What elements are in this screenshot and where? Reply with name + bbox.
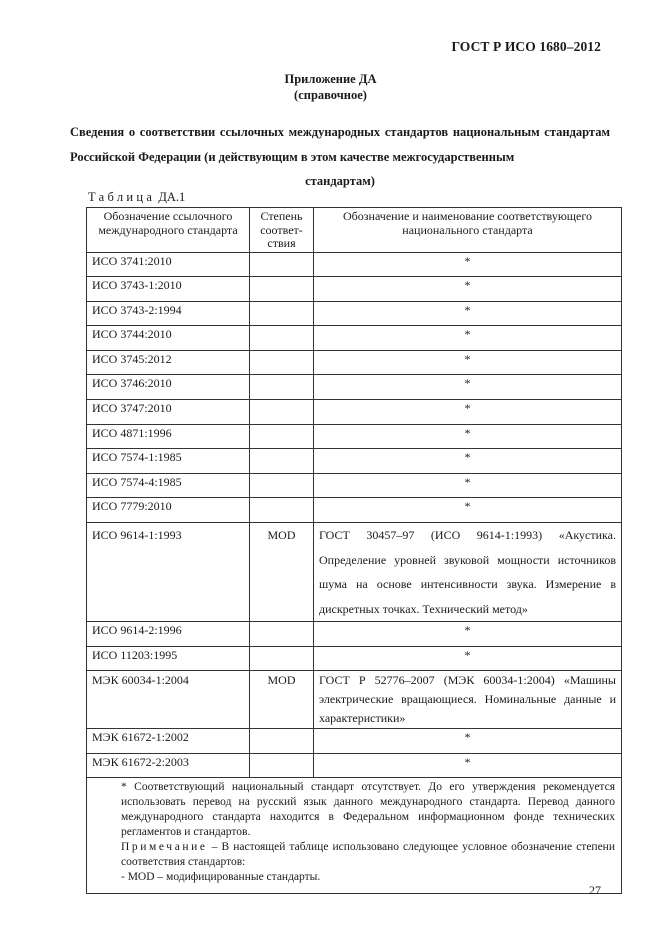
cell-code: ИСО 3747:2010: [87, 400, 250, 425]
cell-code: ИСО 9614-1:1993: [87, 523, 250, 622]
cell-degree: [250, 375, 314, 400]
page-number: 27: [589, 883, 601, 897]
cell-code: ИСО 3741:2010: [87, 252, 250, 277]
table-header-row: [87, 208, 622, 253]
cell-code: ИСО 3745:2012: [87, 350, 250, 375]
table-row: [87, 301, 622, 326]
cell-national: *: [314, 252, 622, 277]
table-row: [87, 277, 622, 302]
cell-code: ИСО 11203:1995: [87, 646, 250, 671]
cell-degree: [250, 424, 314, 449]
note-item: - MOD – модифицированные стандарты.: [121, 871, 321, 884]
cell-code: ИСО 7574-4:1985: [87, 473, 250, 498]
cell-code: ИСО 3743-1:2010: [87, 277, 250, 302]
cell-code: МЭК 61672-1:2002: [87, 729, 250, 754]
note-text: – В настоящей таблице использовано следующее условное обозначение степени соответствия стандартов:: [121, 841, 615, 869]
cell-degree: [250, 473, 314, 498]
document-designation: ГОСТ Р ИСО 1680–2012: [451, 39, 601, 54]
cell-degree: [250, 729, 314, 754]
cell-degree: [250, 326, 314, 351]
cell-national: *: [314, 646, 622, 671]
cell-degree: [250, 400, 314, 425]
table-notes-row: [87, 778, 622, 894]
cell-degree: [250, 753, 314, 778]
cell-degree: [250, 449, 314, 474]
cell-national: ГОСТ 30457–97 (ИСО 9614-1:1993) «Акустика. Определение уровней звуковой мощности источников шума на основе интенсивности звука. Измерение в дискретных точках. Технический метод»: [314, 523, 622, 622]
table-row: [87, 375, 622, 400]
appendix-title-block: [0, 71, 661, 103]
table-row: [87, 671, 622, 729]
table-row: [87, 424, 622, 449]
cell-code: МЭК 60034-1:2004: [87, 671, 250, 729]
cell-degree: [250, 646, 314, 671]
cell-code: ИСО 3746:2010: [87, 375, 250, 400]
table-row: [87, 400, 622, 425]
cell-national: *: [314, 375, 622, 400]
heading-text: Сведения о соответствии ссылочных международных стандартов национальным стандартам Российской Федерации (и действующим в этом качестве межгосударственным: [70, 125, 610, 164]
cell-national: *: [314, 400, 622, 425]
header-national-standard: Обозначение и наименование соответствующего национального стандарта: [314, 208, 622, 253]
cell-code: ИСО 7574-1:1985: [87, 449, 250, 474]
cell-degree: [250, 252, 314, 277]
cell-national: *: [314, 622, 622, 647]
table-row: [87, 729, 622, 754]
cell-degree: MOD: [250, 671, 314, 729]
cell-degree: [250, 498, 314, 523]
table-row: [87, 622, 622, 647]
table-row: [87, 350, 622, 375]
appendix-title: Приложение ДА: [284, 72, 377, 86]
cell-degree: MOD: [250, 523, 314, 622]
table-row: [87, 252, 622, 277]
cell-degree: [250, 622, 314, 647]
cell-national: ГОСТ Р 52776–2007 (МЭК 60034-1:2004) «Машины электрические вращающиеся. Номинальные данные и характеристики»: [314, 671, 622, 729]
cell-code: ИСО 9614-2:1996: [87, 622, 250, 647]
table-row: [87, 473, 622, 498]
table-row: [87, 498, 622, 523]
cell-degree: [250, 350, 314, 375]
cell-degree: [250, 301, 314, 326]
appendix-subtitle: (справочное): [294, 88, 367, 102]
table-caption-prefix: Таблица: [88, 190, 156, 204]
cell-code: ИСО 3744:2010: [87, 326, 250, 351]
note-label: Примечание: [121, 841, 208, 854]
cell-national: *: [314, 424, 622, 449]
table-row: [87, 753, 622, 778]
table-notes: [87, 778, 622, 894]
table-row: [87, 326, 622, 351]
cell-national: *: [314, 729, 622, 754]
appendix-heading: [70, 120, 610, 194]
cell-national: *: [314, 753, 622, 778]
cell-national: *: [314, 498, 622, 523]
table-note: [93, 840, 615, 870]
cell-national: *: [314, 277, 622, 302]
table-footnote: * Соответствующий национальный стандарт отсутствует. До его утверждения рекомендуется использовать перевод на русский язык данного международного стандарта. Перевод данного международного стандарта находится в Федеральном информационном фонде технических регламентов и стандартов.: [121, 781, 615, 839]
cell-code: ИСО 4871:1996: [87, 424, 250, 449]
table-row: [87, 449, 622, 474]
table-caption-number: ДА.1: [158, 190, 186, 204]
cell-code: ИСО 3743-2:1994: [87, 301, 250, 326]
cell-national: *: [314, 473, 622, 498]
table-row: [87, 523, 622, 622]
cell-code: МЭК 61672-2:2003: [87, 753, 250, 778]
header-international-standard: Обозначение ссылочного международного стандарта: [87, 208, 250, 253]
standards-correspondence-table: [86, 207, 622, 894]
table-caption: [88, 190, 185, 205]
heading-last-line: стандартам): [305, 174, 375, 188]
header-degree: Степень соответ-ствия: [250, 208, 314, 253]
cell-degree: [250, 277, 314, 302]
cell-national: *: [314, 326, 622, 351]
cell-code: ИСО 7779:2010: [87, 498, 250, 523]
table-row: [87, 646, 622, 671]
cell-national: *: [314, 350, 622, 375]
cell-national: *: [314, 449, 622, 474]
cell-national: *: [314, 301, 622, 326]
